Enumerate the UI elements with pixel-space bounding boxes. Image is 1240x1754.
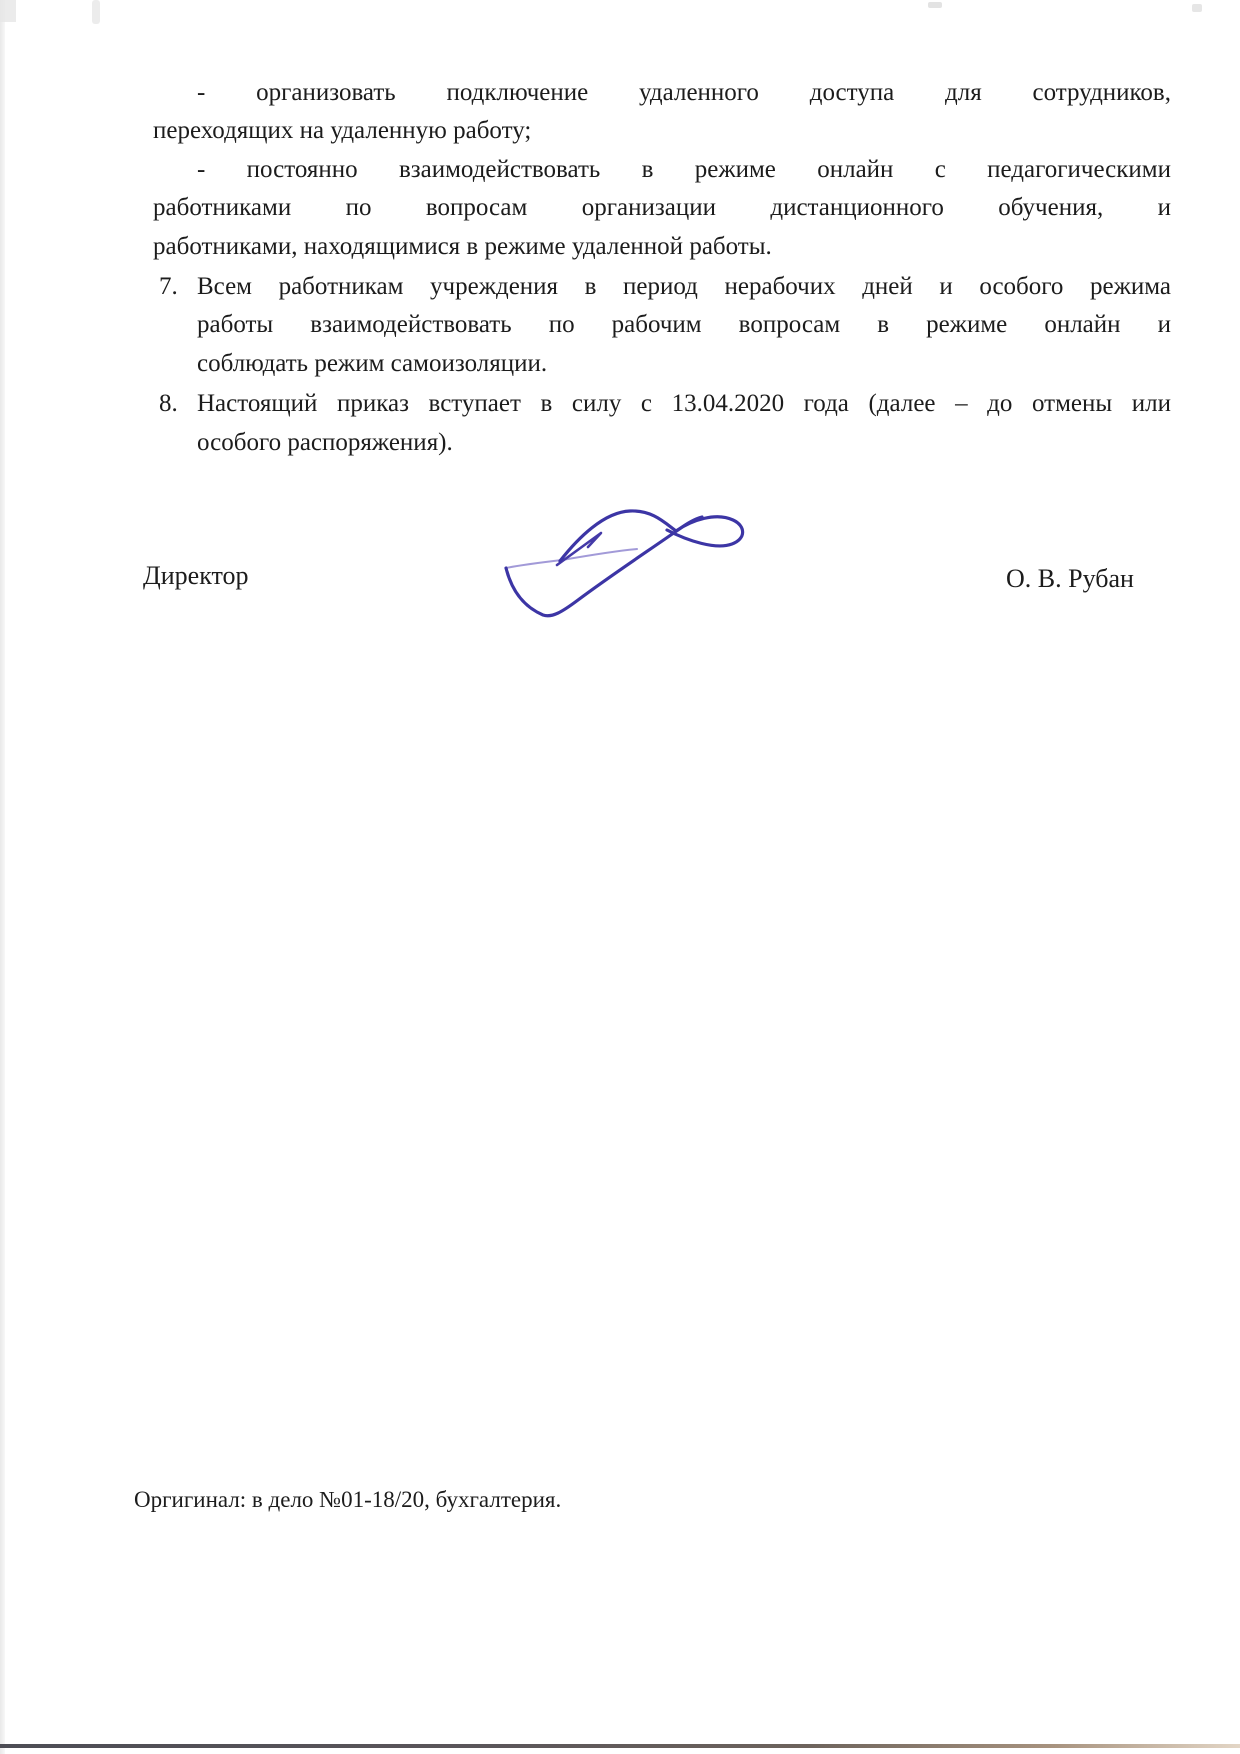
signature-role-label: Директор xyxy=(143,561,249,590)
scan-mark-artifact xyxy=(1192,4,1202,12)
scan-edge-bottom-line xyxy=(0,1744,1240,1748)
scan-mark-artifact xyxy=(928,2,942,8)
bullet-paragraph-remote-access xyxy=(153,74,1171,151)
signature-icon xyxy=(488,498,758,633)
text-line: - организовать подключение удаленного доступа для сотрудников, xyxy=(197,79,1171,106)
text-line: особого распоряжения). xyxy=(197,428,453,456)
list-number: 7. xyxy=(159,273,178,301)
text-line: Всем работникам учреждения в период нерабочих дней и особого режима xyxy=(197,273,1171,301)
signature-name: О. В. Рубан xyxy=(1006,564,1134,593)
scan-smudge-artifact xyxy=(92,0,100,24)
order-text-block xyxy=(0,74,1240,462)
text-line: переходящих на удаленную работу; xyxy=(153,117,532,145)
text-line: работы взаимодействовать по рабочим вопросам в режиме онлайн и xyxy=(197,311,1171,339)
scan-corner-artifact xyxy=(0,0,16,22)
text-line: работниками, находящимися в режиме удаленной работы. xyxy=(153,232,772,260)
numbered-item-8 xyxy=(159,385,1171,462)
archive-note: Оргигинал: в дело №01-18/20, бухгалтерия. xyxy=(134,1487,562,1512)
text-line: - постоянно взаимодействовать в режиме онлайн с педагогическими xyxy=(197,155,1171,183)
text-line: Настоящий приказ вступает в силу с 13.04.2020 года (далее – до отмены или xyxy=(197,390,1171,418)
numbered-item-7 xyxy=(159,268,1171,383)
text-line: соблюдать режим самоизоляции. xyxy=(197,349,548,377)
bullet-paragraph-online-interaction xyxy=(153,151,1171,266)
list-number: 8. xyxy=(159,390,178,418)
scan-edge-left xyxy=(0,0,5,1754)
text-line: работниками по вопросам организации дистанционного обучения, и xyxy=(153,194,1171,222)
